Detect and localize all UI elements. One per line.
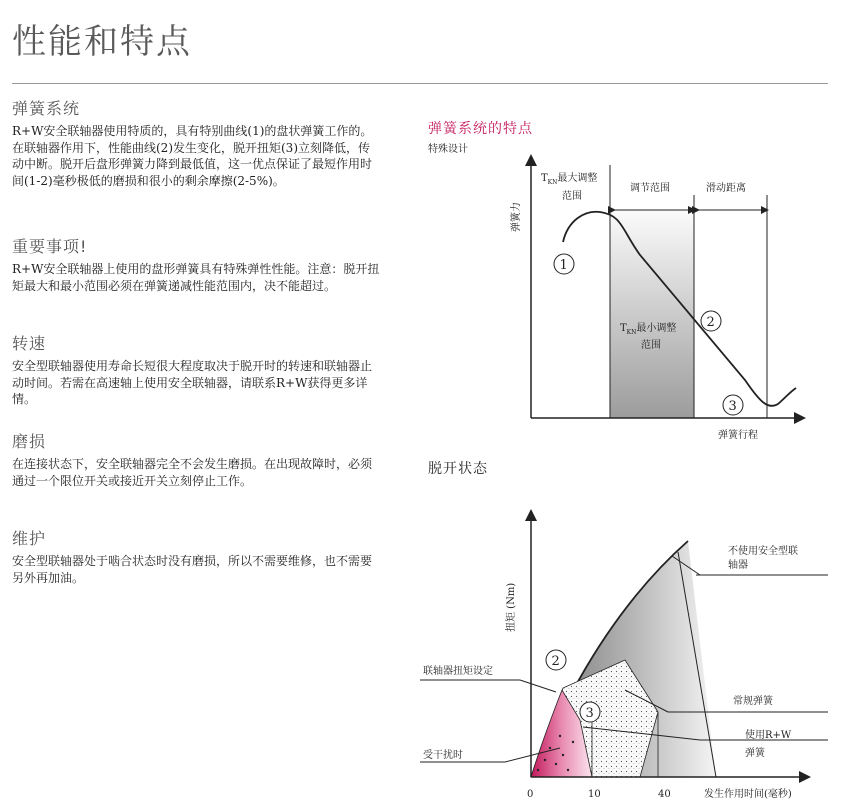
disengage-chart-title: 脱开状态 (428, 461, 488, 477)
label-regular-spring: 常规弹簧 (733, 696, 773, 707)
label-no-coupling-2: 轴器 (728, 560, 748, 571)
section-heading: 弹簧系统 (12, 99, 81, 118)
disengage-marker-2: 2 (551, 654, 560, 669)
leader-torque-setting-diag (520, 680, 556, 692)
section-text: R+W安全联轴器上使用的盘形弹簧具有特殊弹性性能。注意：脱开扭矩最大和最小范围必须在弹簧递减性能范围内，决不能超过。 (12, 262, 380, 293)
spring-chart-subtitle: 特殊设计 (428, 144, 468, 155)
disengage-xlabel: 发生作用时间(毫秒) (704, 789, 792, 800)
marker-3: 3 (728, 399, 737, 414)
section-text: 安全型联轴器使用寿命长短很大程度取决于脱开时的转速和联轴器止动时间。若需在高速轴上使用安全联轴器，请联系R+W获得更多详情。 (12, 359, 373, 406)
marker-2: 2 (706, 315, 715, 330)
section-text: 在连接状态下，安全联轴器完全不会发生磨损。在出现故障时，必须通过一个限位开关或接近开关立刻停止工作。 (12, 457, 373, 488)
slide-distance-label: 滑动距离 (706, 183, 746, 194)
tkn-min-label: $T_{KN}$最小调整 (620, 323, 677, 336)
label-no-coupling-1: 不使用安全型联 (728, 546, 798, 557)
x-tick-40: 40 (658, 789, 671, 800)
section-text: 安全型联轴器处于啮合状态时没有磨损，所以不需要维修，也不需要另外再加油。 (12, 554, 373, 585)
disengage-ylabel: 扭矩 (Nm) (506, 582, 517, 632)
label-rw-1: 使用R+W (745, 730, 792, 741)
section-heading: 重要事项! (12, 237, 88, 256)
spring-chart-title: 弹簧系统的特点 (428, 121, 533, 137)
tkn-max-label: $T_{KN}$最大调整 (541, 173, 598, 186)
label-rw-2: 弹簧 (745, 748, 765, 759)
adjust-range-label: 调节范围 (630, 183, 670, 194)
disengage-marker-3: 3 (585, 706, 594, 721)
section-heading: 转速 (12, 334, 47, 353)
label-torque-setting: 联轴器扭矩设定 (423, 666, 493, 677)
section-heading: 磨损 (12, 432, 47, 451)
section-text: R+W安全联轴器使用特质的，具有特别曲线(1)的盘状弹簧工作的。在联轴器作用下，性能曲线(2)发生变化，脱开扭矩(3)立刻降低，传动中断。脱开后盘形弹簧力降到最低值，这一优点保证了最短作用时间(1-2)毫秒极低的磨损和很小的剩余摩擦(2-5%)。 (12, 124, 373, 188)
spring-ylabel: 弹簧力 (511, 202, 522, 232)
x-tick-10: 10 (588, 789, 601, 800)
marker-1: 1 (559, 258, 568, 273)
tkn-min-label-2: 范围 (641, 340, 661, 351)
spring-xlabel: 弹簧行程 (718, 430, 758, 441)
page-title: 性能和特点 (12, 22, 192, 62)
x-tick-0: 0 (527, 789, 534, 800)
tkn-max-label-2: 范围 (562, 191, 582, 202)
label-disturbance: 受干扰时 (423, 750, 463, 761)
section-heading: 维护 (12, 529, 47, 548)
